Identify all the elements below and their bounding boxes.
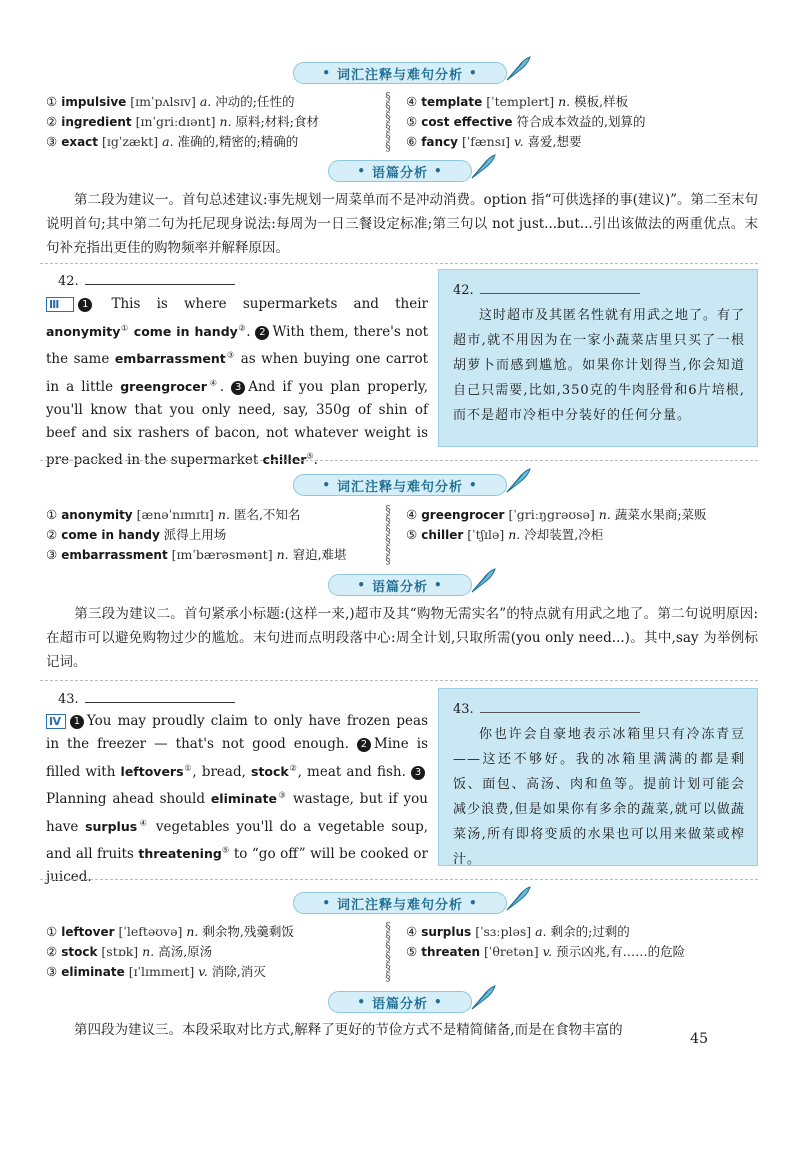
vocab-list-left-1 xyxy=(46,92,319,152)
vocab-phon: [ænəˈnɪmɪtɪ] xyxy=(136,507,214,522)
vocab-list-left-3 xyxy=(46,922,294,982)
divider-line xyxy=(40,460,758,461)
analysis-paragraph-1: 第二段为建议一。首句总述建议:事先规划一周菜单而不是冲动消费。option 指“可供选择的事(建议)”。第二至末句说明首句;其中第二句为托尼现身说法:每周为一日三餐设定标准;第三句以 not just...but...引出该做法的两重优点。末句补充指出更佳的购物频率并解释原因。 xyxy=(46,192,759,256)
sentence-number: 1 xyxy=(78,298,92,312)
passage-text: . xyxy=(313,452,318,468)
vocab-entry xyxy=(46,962,294,982)
quill-icon xyxy=(469,984,497,1012)
vocab-pos: n. xyxy=(508,527,521,542)
vocab-phon: [ˈfænsɪ] xyxy=(461,134,511,149)
vocab-entry xyxy=(46,525,347,545)
translation-box-42: 42. 这时超市及其匿名性就有用武之地了。有了超市,就不用因为在一家小蔬菜店里只买了一根胡萝卜而感到尴尬。如果你计划得当,你会知道自己只需要,比如,350克的牛肉胫骨和6片培根,而不是超市冷柜中分装好的任何分量。 xyxy=(438,269,758,447)
vocab-pos: n. xyxy=(558,94,571,109)
vocab-term: anonymity xyxy=(46,323,121,339)
vocab-word: leftover xyxy=(61,925,115,939)
vocab-entry xyxy=(406,92,646,112)
vocab-phon: [ɪmˈpʌlsɪv] xyxy=(130,94,196,109)
vocab-entry xyxy=(406,132,646,152)
vocab-num: ④ xyxy=(406,507,418,522)
vocab-meaning: 消除,消灭 xyxy=(211,964,266,979)
vocab-banner-label: 词汇注释与难句分析 xyxy=(336,67,463,83)
vocab-meaning: 准确的,精密的;精确的 xyxy=(177,134,299,149)
vocab-entry xyxy=(46,942,294,962)
passage-text: , meat and fish. xyxy=(297,763,411,780)
vocab-pos: a. xyxy=(162,134,174,149)
passage-text: And if you plan properly, you'll know that you only need, say, 350g of shin of beef and six rashers of bacon, not whatever weight is pre-packed in the supermarket xyxy=(46,378,429,468)
vocab-entry xyxy=(406,942,685,962)
passage-text: , bread, xyxy=(192,763,252,780)
footnote-marker: ③ xyxy=(225,350,236,360)
vocab-meaning: 符合成本效益的,划算的 xyxy=(516,114,646,129)
vocab-meaning: 冲动的;任性的 xyxy=(215,94,295,109)
vocab-meaning: 窘迫,难堪 xyxy=(292,547,347,562)
vocab-word: surplus xyxy=(421,925,472,939)
vocab-phon: [ɪmˈbærəsmənt] xyxy=(171,547,273,562)
passage-text: . xyxy=(246,323,256,340)
sentence-number: 1 xyxy=(70,715,84,729)
divider-line xyxy=(40,879,758,880)
passage-text: vegetables you'll do a vegetable soup, and all fruits xyxy=(46,818,429,862)
footnote-marker: ② xyxy=(237,323,247,332)
vocab-term: leftovers xyxy=(120,763,184,779)
analysis-paragraph-2: 第三段为建议二。首句紧承小标题:(这样一来,)超市及其“购物无需实名”的特点就有用武之地了。第二句说明原因:在超市可以避免购物过少的尴尬。末句进而点明段落中心:周全计划,只取所需(you only need...)。其中,say 为举例标记词。 xyxy=(46,606,758,670)
vocab-word: template xyxy=(421,95,483,109)
footnote-marker: ① xyxy=(120,323,129,332)
vocab-phon: [ɪnˈgriːdɪənt] xyxy=(135,114,216,129)
paragraph-number: Ⅲ xyxy=(46,297,74,312)
vocab-num: ② xyxy=(46,527,58,542)
passage-text: . xyxy=(219,378,232,395)
vocab-entry xyxy=(46,505,347,525)
vocab-num: ③ xyxy=(46,134,58,149)
paragraph-number: Ⅳ xyxy=(46,714,66,729)
vocab-banner-pill: • 词汇注释与难句分析 • xyxy=(293,62,506,84)
footnote-marker: ④ xyxy=(137,818,150,827)
analysis-banner-2: • 语篇分析 • xyxy=(0,572,800,598)
vocab-meaning: 派得上用场 xyxy=(163,527,227,542)
vocab-phon: [stɒk] xyxy=(101,944,139,959)
vocab-word: exact xyxy=(61,135,99,149)
footnote-marker: ⑤ xyxy=(221,845,230,855)
analysis-banner-1: • 语篇分析 • xyxy=(0,158,800,184)
vocab-num: ② xyxy=(46,944,58,959)
vocab-num: ④ xyxy=(406,924,418,939)
vocab-meaning: 预示凶兆,有……的危险 xyxy=(556,944,686,959)
vocab-divider: § § § § § § xyxy=(385,920,391,983)
vocab-entry xyxy=(46,545,347,565)
vocab-phon: [ɪˈlɪmɪneɪt] xyxy=(128,964,195,979)
vocab-word: anonymity xyxy=(61,508,133,522)
vocab-word: impulsive xyxy=(61,95,127,109)
vocab-meaning: 原料;材料;食材 xyxy=(235,114,319,129)
vocab-pos: n. xyxy=(142,944,155,959)
vocab-entry xyxy=(46,132,319,152)
vocab-phon: [ˈgriːŋgrəʊsə] xyxy=(508,507,595,522)
vocab-entry xyxy=(46,112,319,132)
vocab-word: come in handy xyxy=(61,528,160,542)
vocab-list-right-1 xyxy=(406,92,646,152)
vocab-meaning: 剩余物,残羹剩饭 xyxy=(202,924,294,939)
vocab-word: stock xyxy=(61,945,98,959)
passage-text: Planning ahead should xyxy=(46,791,211,807)
question-42-blank[interactable]: 42. xyxy=(58,272,235,289)
vocab-entry xyxy=(406,505,707,525)
vocab-word: cost effective xyxy=(421,115,513,129)
footnote-marker: ③ xyxy=(276,790,288,800)
vocab-term: stock xyxy=(251,763,289,779)
vocab-num: ① xyxy=(46,94,58,109)
passage-text: to “go off” will be cooked or juiced. xyxy=(46,846,428,885)
vocab-num: ③ xyxy=(46,547,58,562)
vocab-num: ⑤ xyxy=(406,114,418,129)
quill-icon xyxy=(504,55,532,83)
vocab-phon: [ˈtʃɪlə] xyxy=(467,527,505,542)
vocab-meaning: 喜爱,想要 xyxy=(527,134,582,149)
vocab-entry xyxy=(46,922,294,942)
vocab-num: ① xyxy=(46,507,58,522)
vocab-term: surplus xyxy=(85,818,138,834)
vocab-divider: § § § § § § xyxy=(385,90,391,153)
sentence-number: 2 xyxy=(357,738,371,752)
footnote-marker: ④ xyxy=(206,378,220,387)
vocab-meaning: 剩余的;过剩的 xyxy=(550,924,630,939)
vocab-banner-3: • 词汇注释与难句分析 • xyxy=(0,890,800,916)
vocab-term: come in handy xyxy=(133,323,238,339)
passage-text: You may proudly claim to only have frozen peas in the freezer — that's not good enough. xyxy=(46,713,428,752)
vocab-phon: [ˈleftəʊvə] xyxy=(118,924,183,939)
vocab-entry xyxy=(406,922,685,942)
vocab-phon: [ˈtemplert] xyxy=(486,94,555,109)
passage-paragraph-43 xyxy=(46,710,428,889)
analysis-paragraph-3: 第四段为建议三。本段采取对比方式,解释了更好的节俭方式不是精简储备,而是在食物丰富的 xyxy=(74,1022,623,1038)
vocab-term: threatening xyxy=(138,846,222,861)
translation-text: 这时超市及其匿名性就有用武之地了。有了超市,就不用因为在一家小蔬菜店里只买了一根胡萝卜而感到尴尬。如果你计划得当,你会知道自己只需要,比如,350克的牛肉胫骨和6片培根,而不是超市冷柜中分装好的任何分量。 xyxy=(453,308,746,423)
quill-icon xyxy=(469,153,497,181)
vocab-pos: n. xyxy=(219,114,232,129)
vocab-word: chiller xyxy=(421,528,464,542)
vocab-meaning: 高汤,原汤 xyxy=(158,944,213,959)
vocab-pos: v. xyxy=(514,134,524,149)
translation-text: 你也许会自豪地表示冰箱里只有冷冻青豆——这还不够好。我的冰箱里满满的都是剩饭、面包、高汤、肉和鱼等。提前计划可能会减少浪费,但是如果你有多余的蔬菜,就可以做蔬菜汤,所有即将变质的水果也可以用来做菜或榨汁。 xyxy=(453,727,745,867)
analysis-banner-label: 语篇分析 xyxy=(371,165,428,181)
vocab-divider: § § § § § § xyxy=(385,503,391,566)
vocab-word: greengrocer xyxy=(421,508,505,522)
vocab-word: threaten xyxy=(421,945,481,959)
vocab-num: ④ xyxy=(406,94,418,109)
vocab-banner-1 xyxy=(0,60,800,86)
sentence-number: 3 xyxy=(231,381,245,395)
vocab-term: chiller xyxy=(262,452,307,467)
vocab-meaning: 匿名,不知名 xyxy=(233,507,301,522)
vocab-list-right-2 xyxy=(406,505,707,545)
vocab-num: ③ xyxy=(46,964,58,979)
vocab-meaning: 蔬菜水果商;菜贩 xyxy=(614,507,707,522)
vocab-word: ingredient xyxy=(61,115,132,129)
vocab-word: eliminate xyxy=(61,965,125,979)
vocab-meaning: 冷却装置,冷柜 xyxy=(524,527,604,542)
footnote-marker: ① xyxy=(183,763,193,772)
vocab-term: greengrocer xyxy=(120,378,207,394)
vocab-pos: a. xyxy=(535,924,547,939)
footnote-marker: ⑤ xyxy=(306,451,314,461)
footnote-marker: ② xyxy=(288,763,298,772)
vocab-term: eliminate xyxy=(210,791,277,806)
vocab-num: ⑤ xyxy=(406,944,418,959)
vocab-entry xyxy=(46,92,319,112)
sentence-number: 2 xyxy=(255,326,269,340)
divider-line xyxy=(40,680,758,681)
question-43-blank[interactable]: 43. xyxy=(58,690,235,707)
quill-icon xyxy=(504,885,532,913)
divider-line xyxy=(40,263,758,264)
vocab-pos: n. xyxy=(186,924,199,939)
passage-text: With them, there's not the same xyxy=(46,323,428,367)
vocab-meaning: 模板,样板 xyxy=(574,94,629,109)
analysis-banner-3: • 语篇分析 • xyxy=(0,989,800,1015)
vocab-pos: n. xyxy=(276,547,289,562)
translation-box-43: 43. 你也许会自豪地表示冰箱里只有冷冻青豆——这还不够好。我的冰箱里满满的都是剩饭、面包、高汤、肉和鱼等。提前计划可能会减少浪费,但是如果你有多余的蔬菜,就可以做蔬菜汤,所有即将变质的水果也可以用来做菜或榨汁。 xyxy=(438,688,758,866)
vocab-pos: a. xyxy=(199,94,212,109)
passage-text: This is where supermarkets and their xyxy=(95,296,428,312)
vocab-term: embarrassment xyxy=(114,351,226,366)
vocab-pos: n. xyxy=(598,507,611,522)
vocab-pos: n. xyxy=(217,507,230,522)
quill-icon xyxy=(469,567,497,595)
vocab-list-left-2 xyxy=(46,505,347,565)
vocab-word: fancy xyxy=(421,135,458,149)
vocab-phon: [ˈsɜːpləs] xyxy=(475,924,532,939)
vocab-num: ⑤ xyxy=(406,527,418,542)
passage-text: as when buying one carrot in a little xyxy=(46,351,428,395)
vocab-num: ⑥ xyxy=(406,134,418,149)
vocab-phon: [ɪgˈzækt] xyxy=(102,134,159,149)
vocab-word: embarrassment xyxy=(61,548,168,562)
passage-text: wastage, but if you have xyxy=(46,791,428,835)
vocab-entry xyxy=(406,525,707,545)
page-number: 45 xyxy=(690,1031,708,1047)
vocab-pos: v. xyxy=(198,964,208,979)
vocab-pos: v. xyxy=(542,944,553,959)
vocab-num: ① xyxy=(46,924,58,939)
vocab-list-right-3 xyxy=(406,922,685,962)
vocab-phon: [ˈθretən] xyxy=(484,944,539,959)
vocab-entry xyxy=(406,112,646,132)
quill-icon xyxy=(504,467,532,495)
sentence-number: 3 xyxy=(411,766,425,780)
passage-paragraph-42 xyxy=(46,293,428,472)
vocab-num: ② xyxy=(46,114,58,129)
passage-text: Mine is filled with xyxy=(46,736,428,780)
vocab-banner-2: • 词汇注释与难句分析 • xyxy=(0,472,800,498)
